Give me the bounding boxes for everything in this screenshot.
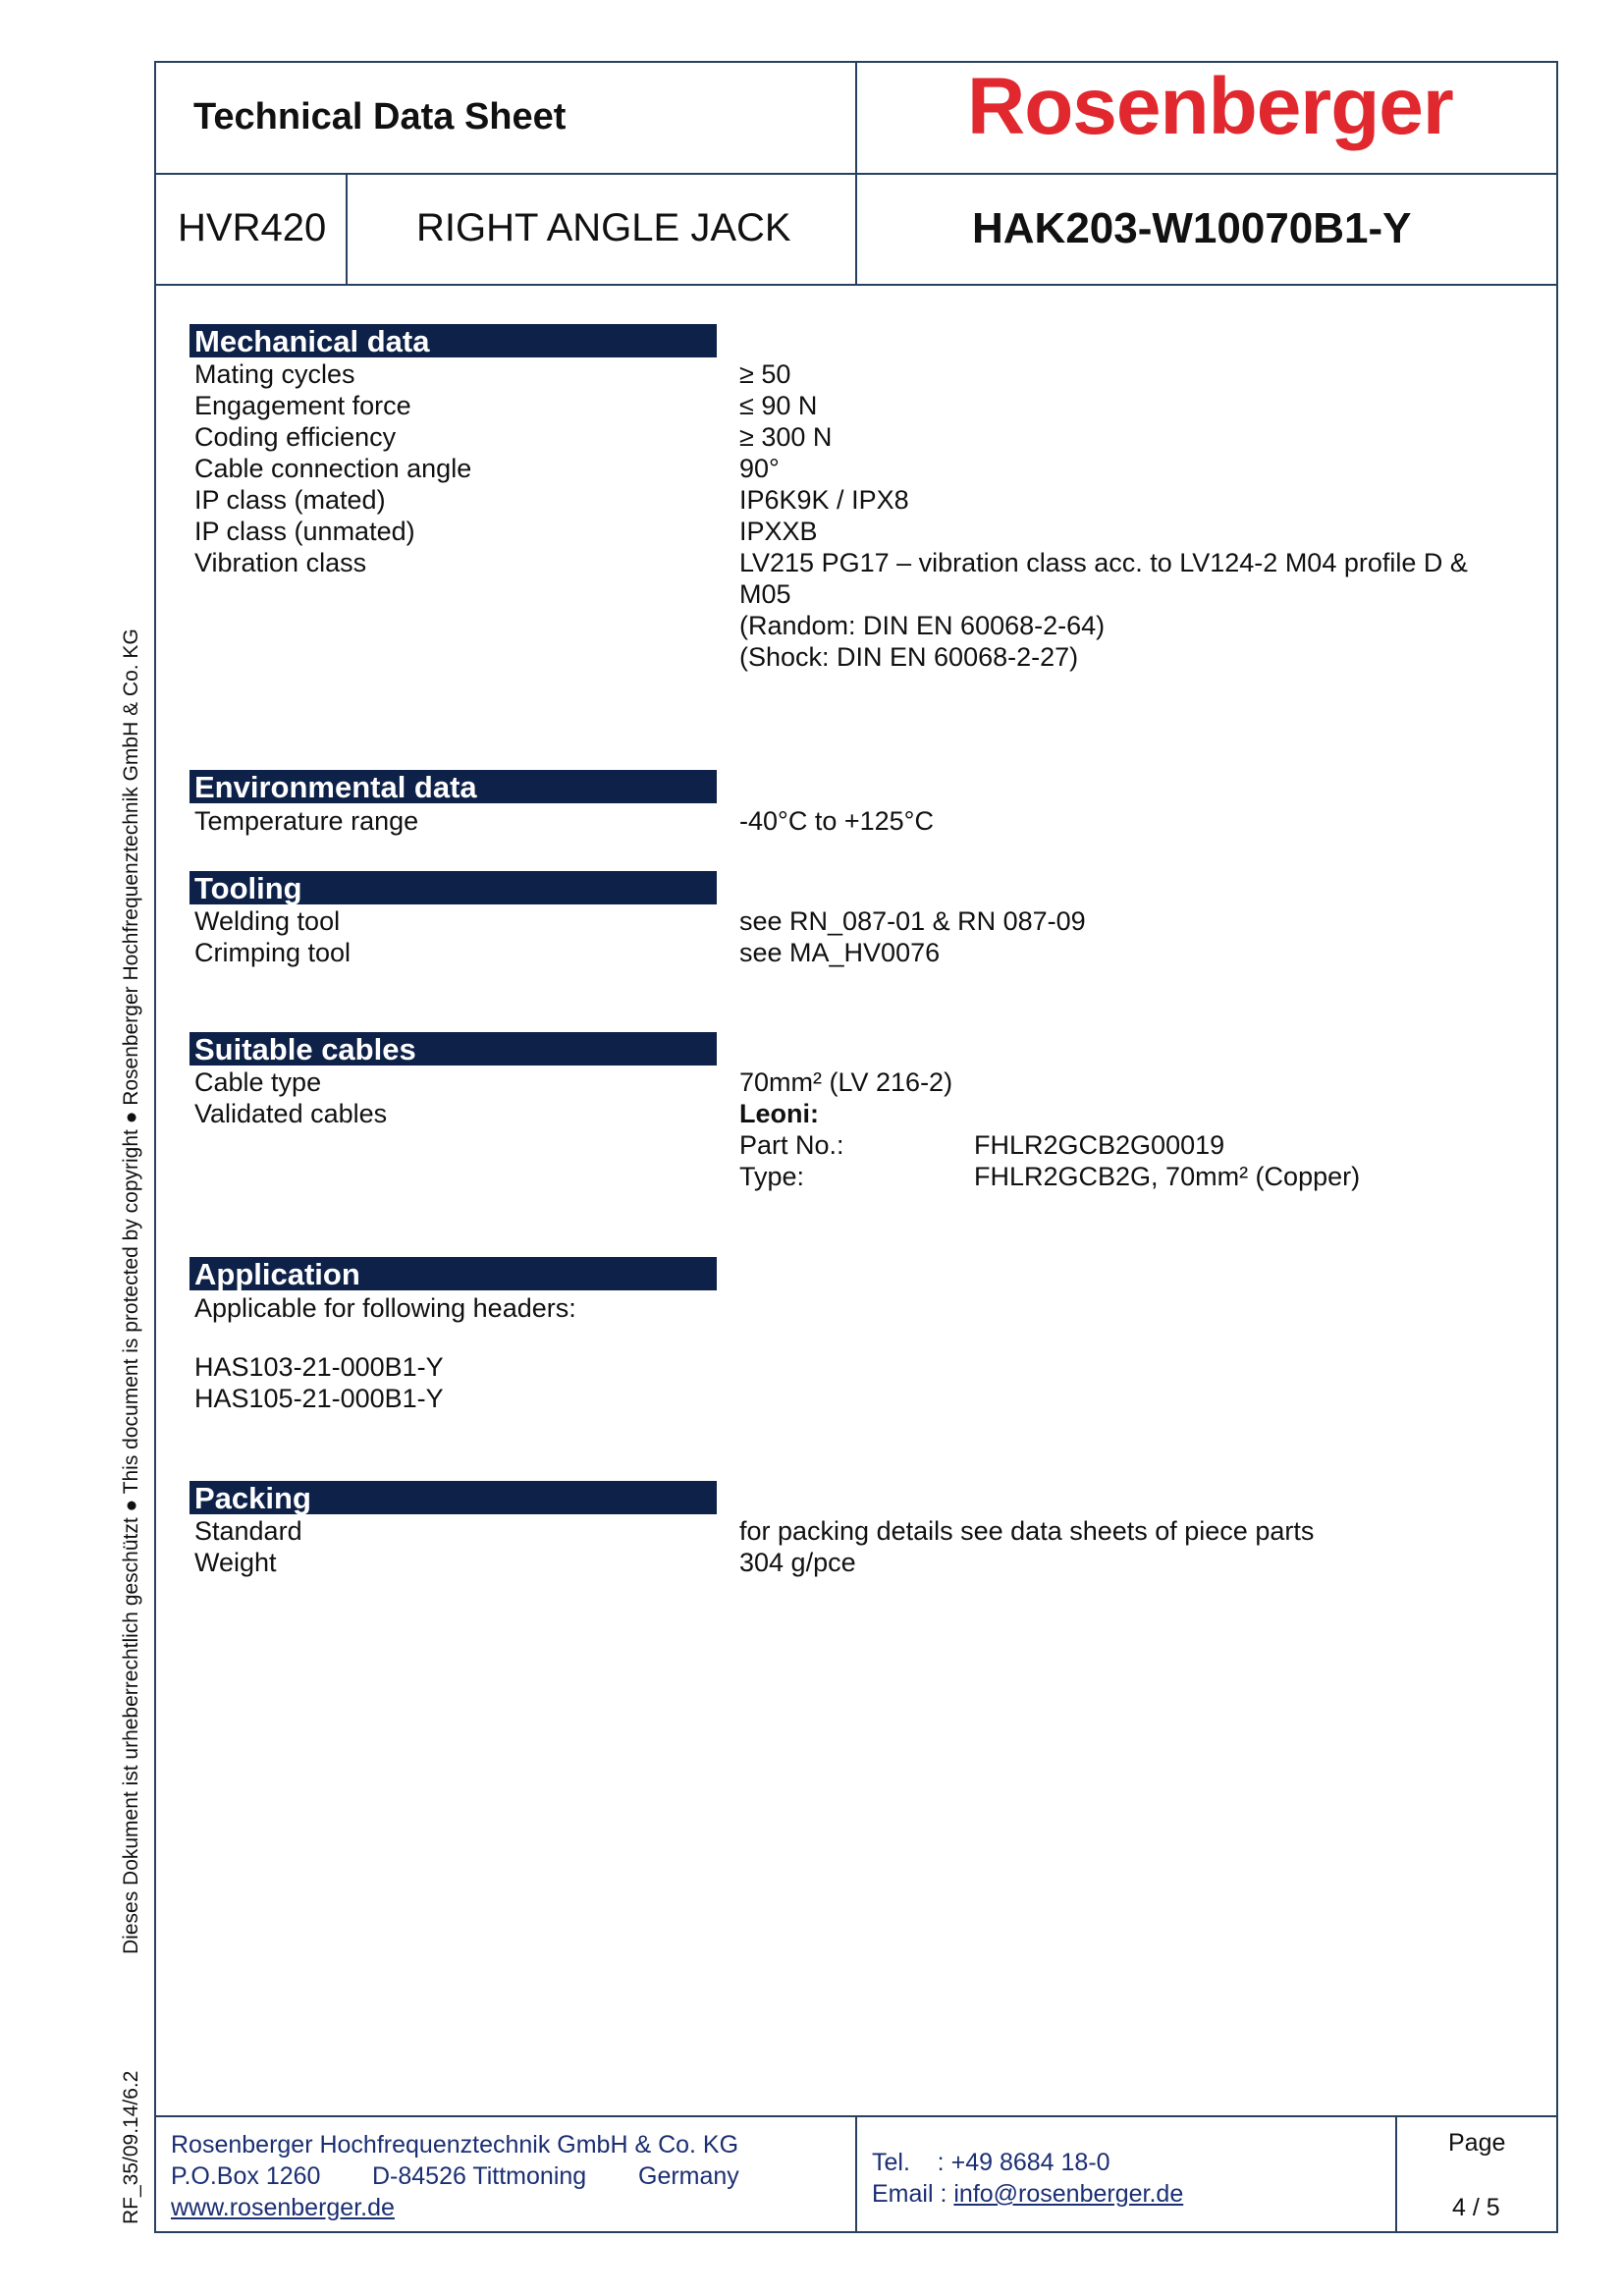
section-title-application: Application — [189, 1257, 717, 1290]
spec-value: ≤ 90 N — [739, 391, 818, 420]
footer-column-divider — [855, 2115, 857, 2233]
application-header-item: HAS103-21-000B1-Y — [194, 1352, 444, 1382]
spec-value: LV215 PG17 – vibration class acc. to LV124-2 M04 profile D & — [739, 548, 1468, 577]
cable-type-value: FHLR2GCB2G, 70mm² (Copper) — [974, 1162, 1361, 1191]
section-title-cables: Suitable cables — [189, 1032, 717, 1066]
footer-email — [872, 2178, 1183, 2210]
cable-type-label: Type: — [739, 1162, 805, 1191]
section-title-tooling: Tooling — [189, 871, 717, 904]
spec-value: see RN_087-01 & RN 087-09 — [739, 906, 1086, 936]
spec-value-continued: M05 — [739, 579, 791, 609]
spec-value: 90° — [739, 454, 780, 483]
spec-label: IP class (mated) — [194, 485, 386, 515]
brand-logo: Rosenberger — [967, 62, 1453, 151]
product-type: RIGHT ANGLE JACK — [416, 206, 791, 249]
spec-label: Validated cables — [194, 1099, 388, 1128]
spec-label: Weight — [194, 1548, 277, 1577]
spec-label: Welding tool — [194, 906, 341, 936]
footer-company: Rosenberger Hochfrequenztechnik GmbH & Co. KG — [171, 2131, 739, 2159]
spec-label: Vibration class — [194, 548, 367, 577]
spec-label: Cable type — [194, 1067, 322, 1097]
page-number: 4 / 5 — [1452, 2194, 1500, 2221]
spec-label: Coding efficiency — [194, 422, 397, 452]
section-title-mechanical: Mechanical data — [189, 324, 717, 357]
email-link[interactable]: info@rosenberger.de — [953, 2180, 1184, 2208]
spec-value: ≥ 300 N — [739, 422, 833, 452]
spec-value: 70mm² (LV 216-2) — [739, 1067, 953, 1097]
spec-label: IP class (unmated) — [194, 517, 415, 546]
spec-label: Standard — [194, 1516, 302, 1546]
header-column-divider — [346, 173, 348, 286]
page-frame — [154, 61, 1558, 2233]
email-label: Email : — [872, 2180, 954, 2208]
spec-label: Mating cycles — [194, 359, 355, 389]
document-title: Technical Data Sheet — [193, 96, 567, 137]
application-intro: Applicable for following headers: — [194, 1293, 576, 1323]
section-title-environmental: Environmental data — [189, 770, 717, 803]
section-title-packing: Packing — [189, 1481, 717, 1514]
copyright-notice: Dieses Dokument ist urheberrechtlich geschützt ● This document is protected by copyright ● Rosenberger Hochfrequenztechnik GmbH & Co. KG — [120, 629, 142, 1954]
footer-pobox: P.O.Box 1260 — [171, 2162, 321, 2190]
footer-country: Germany — [638, 2162, 739, 2190]
spec-value-continued: (Shock: DIN EN 60068-2-27) — [739, 642, 1079, 672]
page-label: Page — [1448, 2129, 1506, 2157]
spec-value: 304 g/pce — [739, 1548, 856, 1577]
part-no-value: FHLR2GCB2G00019 — [974, 1130, 1225, 1160]
form-id: RF_35/09.14/6.2 — [120, 2070, 142, 2224]
spec-label: Cable connection angle — [194, 454, 472, 483]
spec-label: Engagement force — [194, 391, 411, 420]
spec-value: for packing details see data sheets of piece parts — [739, 1516, 1315, 1546]
part-no-label: Part No.: — [739, 1130, 844, 1160]
part-number: HAK203-W10070B1-Y — [972, 204, 1412, 252]
footer-column-divider — [1395, 2115, 1397, 2233]
application-header-item: HAS105-21-000B1-Y — [194, 1384, 444, 1413]
spec-value: ≥ 50 — [739, 359, 791, 389]
spec-label: Temperature range — [194, 806, 419, 836]
spec-value: -40°C to +125°C — [739, 806, 934, 836]
tel-label: Tel. : — [872, 2149, 951, 2176]
footer-city: D-84526 Tittmoning — [372, 2162, 587, 2190]
spec-value: IP6K9K / IPX8 — [739, 485, 909, 515]
spec-value: IPXXB — [739, 517, 818, 546]
spec-label: Crimping tool — [194, 938, 352, 967]
footer-website-link[interactable]: www.rosenberger.de — [171, 2194, 395, 2221]
tel-number: +49 8684 18-0 — [950, 2149, 1110, 2176]
footer-tel — [872, 2147, 1110, 2178]
product-series: HVR420 — [178, 206, 327, 249]
spec-value: Leoni: — [739, 1099, 819, 1128]
spec-value-continued: (Random: DIN EN 60068-2-64) — [739, 611, 1106, 640]
spec-value: see MA_HV0076 — [739, 938, 941, 967]
header-column-divider — [855, 61, 857, 286]
